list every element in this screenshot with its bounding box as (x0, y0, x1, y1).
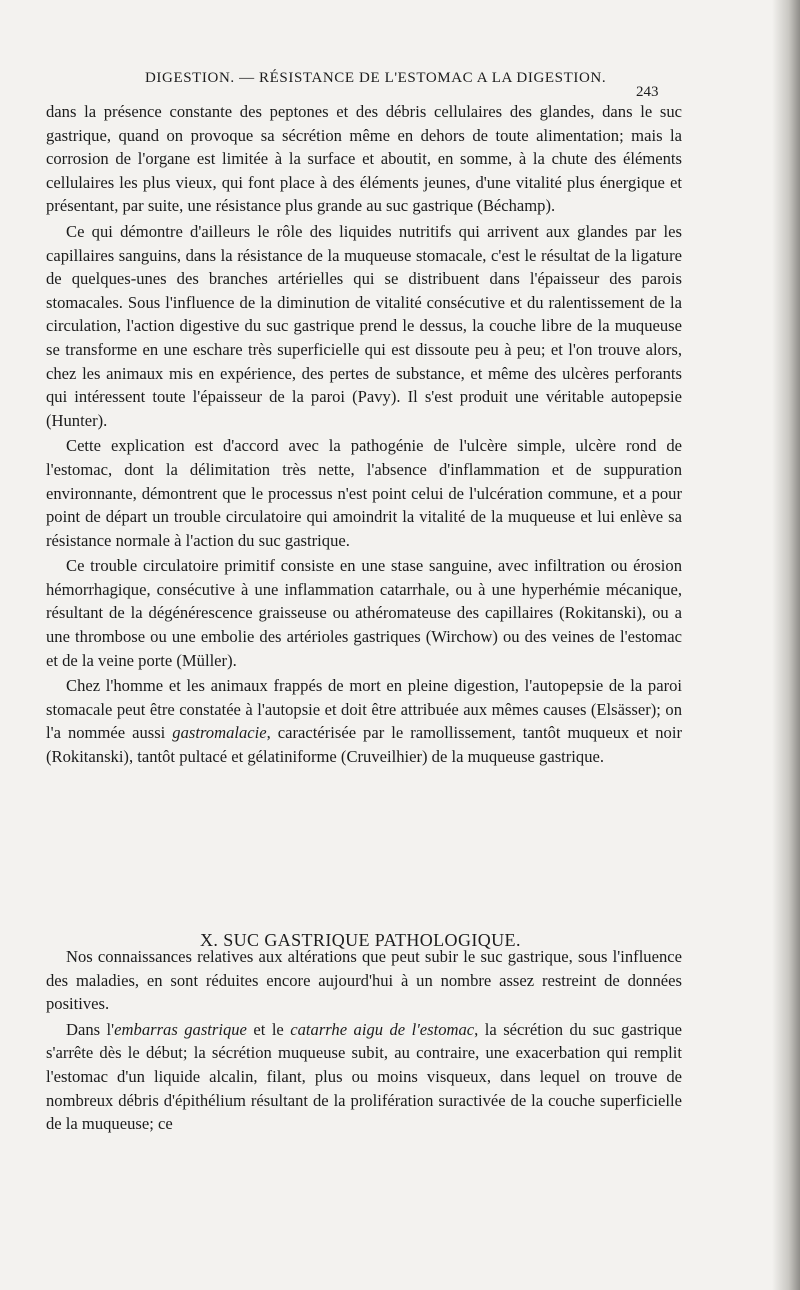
paragraph-ulcere: Cette explication est d'accord avec la pathogénie de l'ulcère simple, ulcère rond de l'estomac, dont la délimitation très nette, l'absence d'inflammation et de suppuration environnante, démontrent que le processus n'est point celui de l'ulcération commune, et a pour point de départ un trouble circulatoire qui amoindrit la vitalité de la muqueuse et lui enlève sa résistance normale à l'action du suc gastrique. (46, 436, 682, 550)
text-block-upper (46, 100, 682, 769)
paragraph-embarras (46, 1018, 682, 1136)
running-header: DIGESTION. — RÉSISTANCE DE L'ESTOMAC A LA DIGESTION. (145, 70, 607, 86)
text-block-lower (46, 945, 682, 1136)
embarras-term: embarras gastrique (114, 1019, 247, 1039)
embarras-text-2: et le (246, 1019, 291, 1039)
embarras-text-1: Dans l' (66, 1019, 115, 1039)
paragraph-continuation: dans la présence constante des peptones et des débris cellulaires des glandes, dans le suc gastrique, quand on provoque sa sécrétion même en dehors de toute alimentation; mais la corrosion de l'organe est limitée à la surface et aboutit, en somme, à la chute des éléments cellulaires les plus vieux, qui font place à des éléments jeunes, d'une vitalité plus énergique et présentant, par suite, une résistance plus grande au suc gastrique (Béchamp). (46, 102, 682, 216)
gastromalacie-term: gastromalacie (172, 723, 267, 743)
paragraph-autopepsie (46, 674, 682, 768)
embarras-text-3: , la sécrétion du suc gastrique s'arrête dès le début; la sécrétion muqueuse subit, au contraire, une exacerbation qui remplit l'estomac d'un liquide alcalin, filant, plus ou moins visqueux, dans lequel on trouve de nombreux débris d'épithélium résultant de la prolifération suractivée de la couche superficielle de la muqueuse; ce (46, 1019, 682, 1134)
paragraph-trouble-circulatoire: Ce trouble circulatoire primitif consiste en une stase sanguine, avec infiltration ou érosion hémorrhagique, consécutive à une inflammation catarrhale, ou à une hyperhémie mécanique, résultant de la dégénérescence graisseuse ou athéromateuse des capillaires (Rokitanski), ou a une thrombose ou une embolie des artérioles gastriques (Wirchow) ou des veines de l'estomac et de la veine porte (Müller). (46, 556, 682, 670)
paragraph-ligature: Ce qui démontre d'ailleurs le rôle des liquides nutritifs qui arrivent aux glandes par les capillaires sanguins, dans la résistance de la muqueuse stomacale, c'est le résultat de la ligature de quelques-unes des branches artérielles qui se distribuent dans l'épaisseur des parois stomacales. Sous l'influence de la diminution de vitalité consécutive et du ralentissement de la circulation, l'action digestive du suc gastrique prend le dessus, la couche libre de la muqueuse se transforme en une eschare très superficielle qui est dissoute peu à peu; et l'on trouve alors, chez les animaux mis en expérience, des pertes de substance, et même des ulcères perforants qui intéressent toute l'épaisseur de la paroi (Pavy). Il s'est produit une véritable autopepsie (Hunter). (46, 221, 682, 430)
autopepsie-text-1: Chez l'homme et les animaux frappés de mort en pleine digestion, l'autopepsie de la paroi stomacale peut être constatée à l'autopsie et doit être attribuée aux mêmes causes (Elsässer); on l'a nommée aussi (46, 676, 682, 743)
autopepsie-text-2: , caractérisée par le ramollissement, tantôt muqueux et noir (Rokitanski), tantôt pultacé et gélatiniforme (Cruveilhier) de la muqueuse gastrique. (46, 723, 682, 767)
catarrhe-term: catarrhe aigu de l'estomac (290, 1019, 475, 1039)
section-heading: X. SUC GASTRIQUE PATHOLOGIQUE. (200, 930, 521, 950)
paragraph-connaissances: Nos connaissances relatives aux altérations que peut subir le suc gastrique, sous l'influence des maladies, en sont réduites encore aujourd'hui à un nombre assez restreint de données positives. (46, 947, 682, 1014)
page-number: 243 (636, 84, 659, 100)
